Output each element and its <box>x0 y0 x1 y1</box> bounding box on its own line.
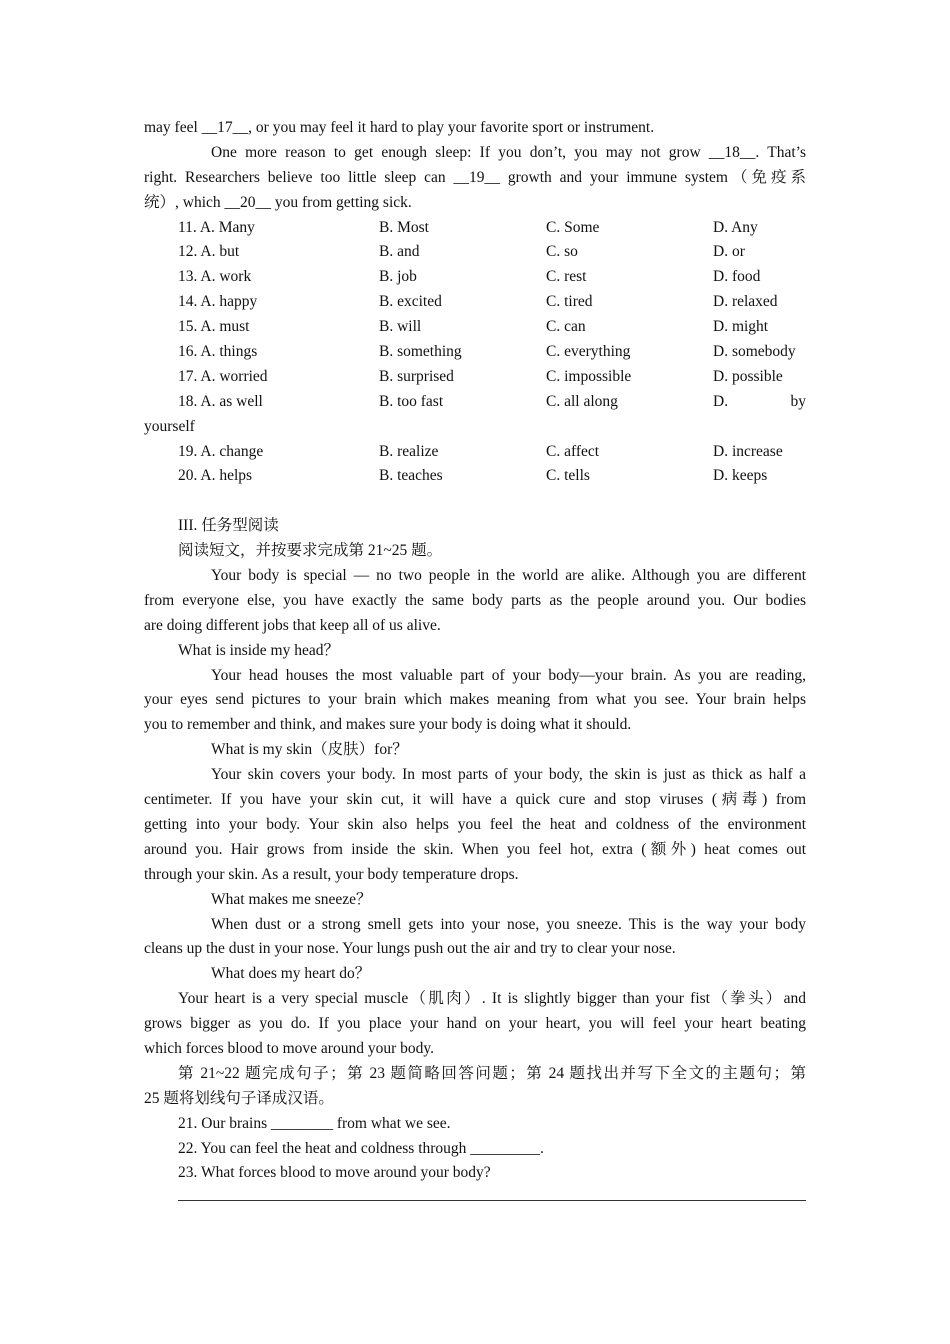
section-heading: III. 任务型阅读 <box>178 517 279 535</box>
option-d: D. might <box>713 318 769 336</box>
option-a: 11. A. Many <box>178 218 255 236</box>
option-c: C. so <box>546 243 578 261</box>
option-b: B. will <box>379 318 422 336</box>
para2-line: your eyes send pictures to your brain which makes meaning from what you see. Your brain helps <box>144 691 806 709</box>
option-a: 20. A. helps <box>178 467 253 485</box>
para4-line: When dust or a strong smell gets into your nose, you sneeze. This is the way your body <box>211 915 806 933</box>
para5-line: which forces blood to move around your body. <box>144 1039 434 1057</box>
option-b: B. Most <box>379 218 429 236</box>
answer-blank-line[interactable] <box>178 1186 806 1201</box>
option-c: C. can <box>546 318 586 336</box>
option-row-17 <box>144 365 806 390</box>
cloze-line-3: right. Researchers believe too little sleep can __19__ growth and your immune system（免疫系 <box>144 168 806 186</box>
section-instruction: 阅读短文，并按要求完成第 21~25 题。 <box>178 542 443 560</box>
option-row-19 <box>144 440 806 465</box>
subheading-head: What is inside my head？ <box>178 641 339 659</box>
option-b: B. something <box>379 343 462 361</box>
option-b: B. surprised <box>379 367 454 385</box>
option-c: C. tells <box>546 467 590 485</box>
para5-line: Your heart is a very special muscle（肌肉）. It is slightly bigger than your fist（拳头）and <box>178 990 806 1008</box>
option-c: C. impossible <box>546 367 632 385</box>
option-c: C. Some <box>546 218 600 236</box>
option-a: 13. A. work <box>178 268 252 286</box>
task-instruction-line: 第 21~22 题完成句子；第 23 题简略回答问题；第 24 题找出并写下全文的主题句；第 <box>178 1064 806 1082</box>
option-a: 14. A. happy <box>178 293 258 311</box>
option-b: B. realize <box>379 442 439 460</box>
option-a: 16. A. things <box>178 343 258 361</box>
option-b: B. excited <box>379 293 442 311</box>
para1-line: are doing different jobs that keep all of us alive. <box>144 616 441 634</box>
subheading-sneeze: What makes me sneeze？ <box>211 890 372 908</box>
option-row-11 <box>144 216 806 241</box>
option-b: B. too fast <box>379 392 444 410</box>
option-row-15 <box>144 315 806 340</box>
option-18-wrap: yourself <box>144 417 195 435</box>
cloze-line-2: One more reason to get enough sleep: If you don’t, you may not grow __18__. That’s <box>211 143 806 161</box>
task-instruction-line: 25 题将划线句子译成汉语。 <box>144 1089 334 1107</box>
question-23: 23. What forces blood to move around your body? <box>178 1164 491 1182</box>
para5-line: grows bigger as you do. If you place your hand on your heart, you will feel your heart beating <box>144 1015 806 1033</box>
option-d <box>713 390 806 415</box>
option-d: D. relaxed <box>713 293 778 311</box>
option-c: C. affect <box>546 442 600 460</box>
option-a: 18. A. as well <box>178 392 263 410</box>
document-page <box>144 116 806 1201</box>
option-a: 12. A. but <box>178 243 240 261</box>
para4-line: cleans up the dust in your nose. Your lungs push out the air and try to clear your nose. <box>144 940 676 958</box>
option-c: C. tired <box>546 293 593 311</box>
para2-line: you to remember and think, and makes sure your body is doing what it should. <box>144 716 632 734</box>
option-row-14 <box>144 290 806 315</box>
subheading-heart: What does my heart do？ <box>211 965 371 983</box>
option-a: 19. A. change <box>178 442 264 460</box>
option-d: D. or <box>713 243 745 261</box>
para3-line: centimeter. If you have your skin cut, it will have a quick cure and stop viruses (病毒) from <box>144 791 806 809</box>
question-22: 22. You can feel the heat and coldness through _________. <box>178 1139 544 1157</box>
option-d: D. increase <box>713 442 783 460</box>
question-21: 21. Our brains ________ from what we see. <box>178 1114 451 1132</box>
para3-line: getting into your body. Your skin also helps you feel the heat and coldness of the environment <box>144 815 806 833</box>
para3-line: Your skin covers your body. In most parts of your body, the skin is just as thick as half a <box>211 766 806 784</box>
option-row-18 <box>144 390 806 415</box>
option-c: C. all along <box>546 392 618 410</box>
option-row-12 <box>144 240 806 265</box>
para1-line: from everyone else, you have exactly the same body parts as the people around you. Our bodies <box>144 591 806 609</box>
option-d-word: by <box>790 392 806 410</box>
subheading-skin: What is my skin（皮肤）for？ <box>211 741 408 759</box>
option-row-16 <box>144 340 806 365</box>
option-b: B. job <box>379 268 417 286</box>
option-b: B. and <box>379 243 420 261</box>
option-d: D. food <box>713 268 761 286</box>
option-d: D. possible <box>713 367 783 385</box>
option-row-13 <box>144 265 806 290</box>
option-d-letter: D. <box>713 392 729 410</box>
para1-line: Your body is special — no two people in the world are alike. Although you are different <box>211 567 806 585</box>
cloze-line-4: 统）, which __20__ you from getting sick. <box>144 193 412 211</box>
option-a: 17. A. worried <box>178 367 268 385</box>
option-d: D. somebody <box>713 343 796 361</box>
option-d: D. keeps <box>713 467 768 485</box>
option-c: C. everything <box>546 343 631 361</box>
para3-line: around you. Hair grows from inside the skin. When you feel hot, extra (额外) heat comes out <box>144 840 806 858</box>
option-b: B. teaches <box>379 467 443 485</box>
para3-line: through your skin. As a result, your body temperature drops. <box>144 865 519 883</box>
option-row-20 <box>144 464 806 489</box>
para2-line: Your head houses the most valuable part of your body—your brain. As you are reading, <box>211 666 806 684</box>
option-d: D. Any <box>713 218 758 236</box>
cloze-line-1: may feel __17__, or you may feel it hard to play your favorite sport or instrument. <box>144 119 655 136</box>
option-c: C. rest <box>546 268 587 286</box>
option-a: 15. A. must <box>178 318 250 336</box>
